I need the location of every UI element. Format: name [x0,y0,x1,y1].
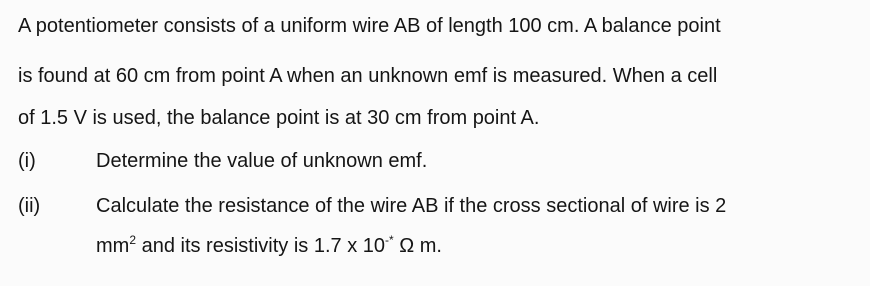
question-2-text: Calculate the resistance of the wire AB if the cross sectional of wire is 2 [96,195,727,217]
question-2-continuation [96,233,442,259]
resistivity-text: and its resistivity is 1.7 x 10 [136,235,385,257]
intro-line-2: is found at 60 cm from point A when an unknown emf is measured. When a cell [18,65,718,87]
intro-line-3: of 1.5 V is used, the balance point is at 30 cm from point A. [18,107,540,129]
area-unit: mm [96,235,130,257]
question-1-text: Determine the value of unknown emf. [96,150,428,172]
question-1-label: (i) [18,150,36,172]
intro-line-1: A potentiometer consists of a uniform wire AB of length 100 cm. A balance point [18,15,721,37]
question-2-label: (ii) [18,195,41,217]
resistivity-exponent: -* [385,233,394,247]
area-unit-exponent: 2 [129,233,137,247]
resistivity-unit: Ω m. [393,235,442,257]
